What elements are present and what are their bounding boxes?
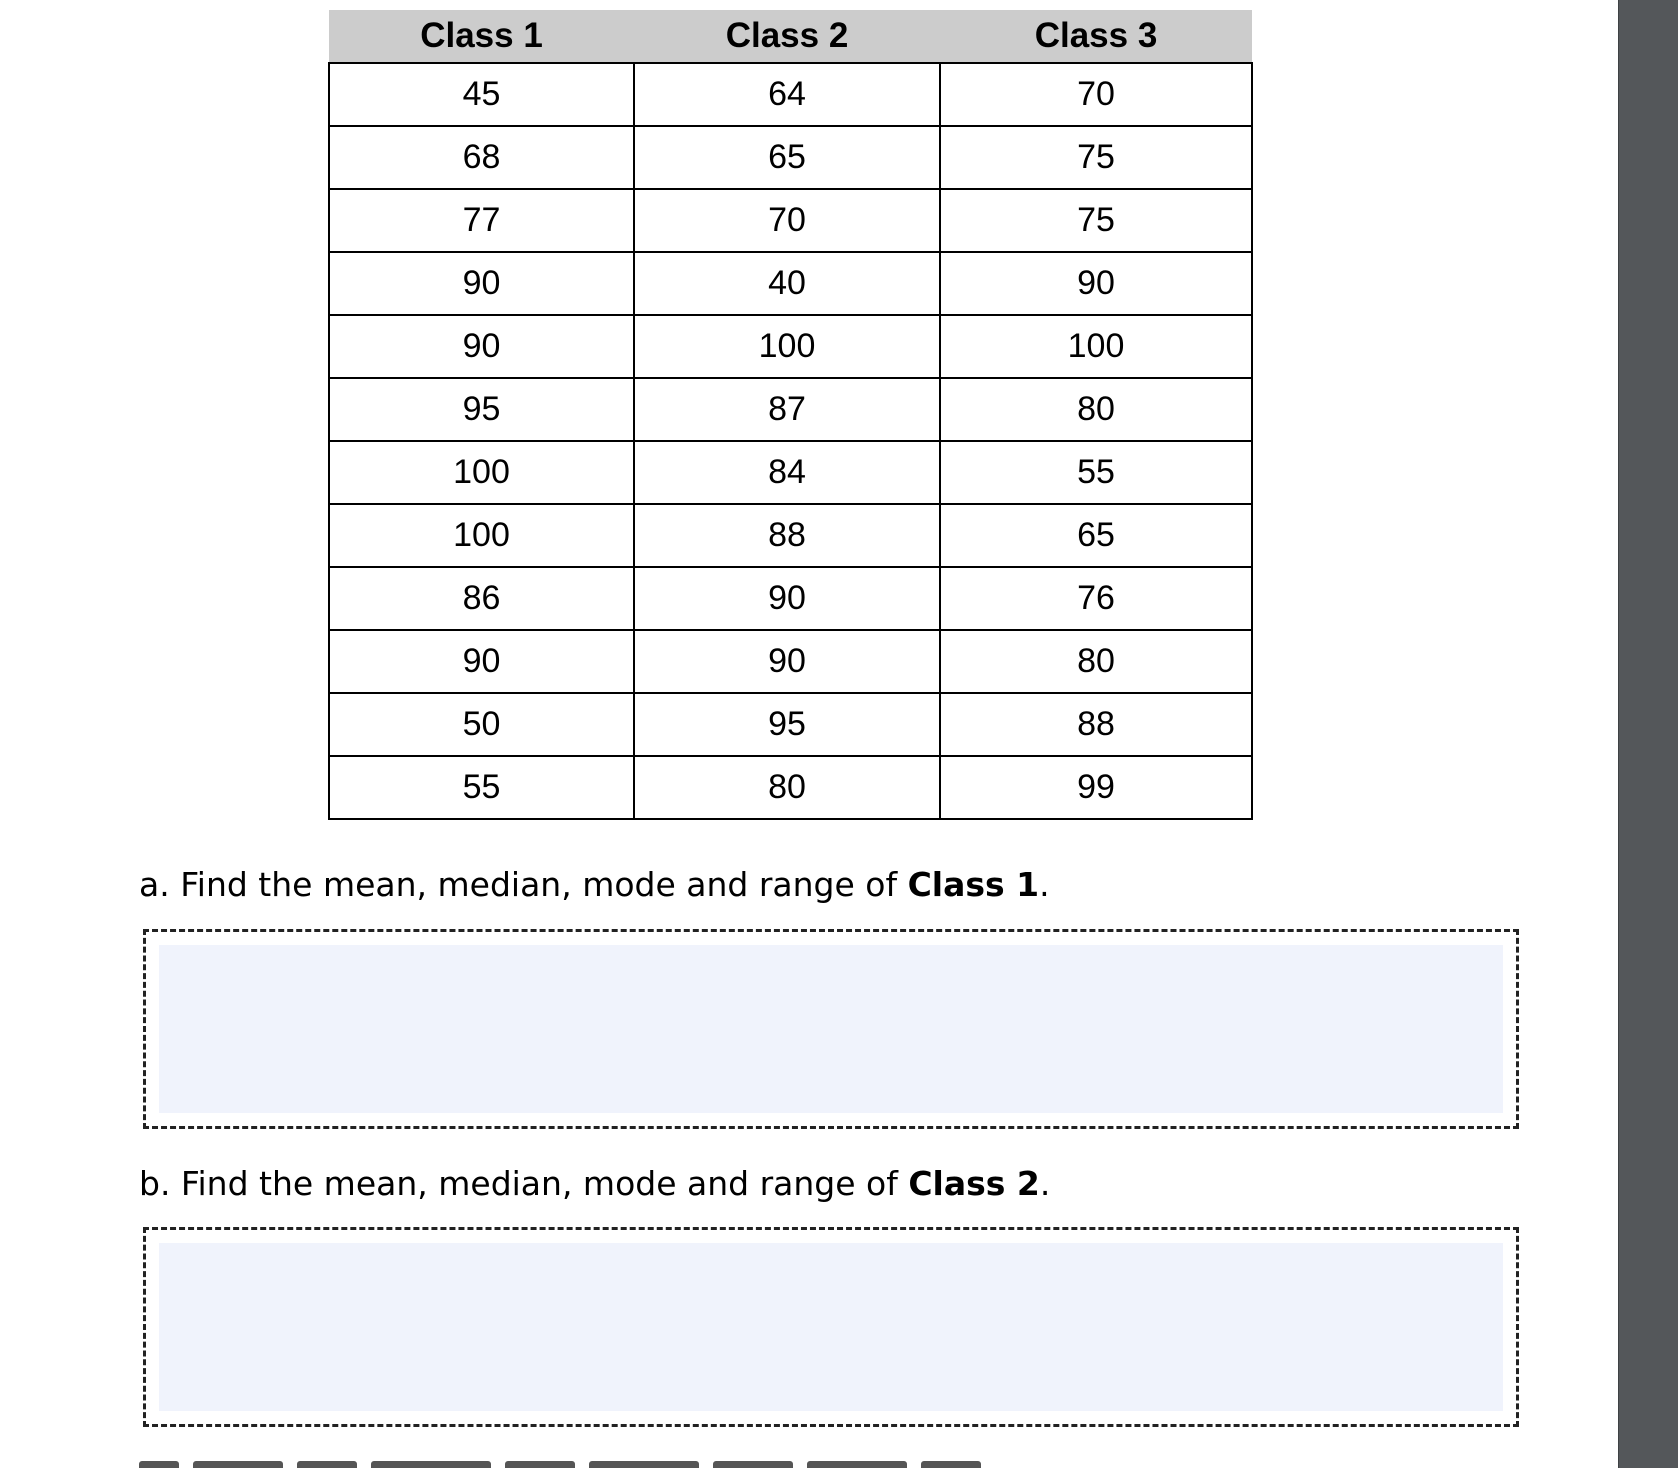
table-cell: 64 [634,63,940,126]
column-header-class-3: Class 3 [940,10,1252,63]
table-cell: 88 [940,693,1252,756]
table-cell: 90 [634,567,940,630]
table-cell: 40 [634,252,940,315]
table-row [329,630,1252,693]
cut-off-question-text [139,1458,1019,1468]
answer-field-a[interactable] [159,945,1503,1113]
table-cell: 55 [940,441,1252,504]
answer-field-b[interactable] [159,1243,1503,1411]
table-cell: 90 [940,252,1252,315]
table-row [329,378,1252,441]
table-cell: 88 [634,504,940,567]
question-b-text: b. Find the mean, median, mode and range of [139,1164,909,1203]
table-cell: 95 [329,378,634,441]
table-cell: 100 [634,315,940,378]
table-cell: 70 [940,63,1252,126]
table-row [329,693,1252,756]
scores-table [328,10,1253,820]
table-cell: 84 [634,441,940,504]
table-cell: 80 [940,378,1252,441]
question-b-period: . [1039,1164,1051,1203]
table-cell: 100 [940,315,1252,378]
question-b-class: Class 2 [908,1164,1040,1203]
table-cell: 45 [329,63,634,126]
answer-box-b[interactable] [143,1227,1519,1427]
question-a-text: a. Find the mean, median, mode and range of [139,865,908,904]
table-cell: 90 [329,252,634,315]
table-cell: 76 [940,567,1252,630]
table-cell: 80 [940,630,1252,693]
table-row [329,441,1252,504]
question-a-period: . [1039,865,1050,904]
table-row [329,567,1252,630]
table-header-row [329,10,1252,63]
question-b [139,1164,1050,1203]
table-row [329,189,1252,252]
answer-box-a[interactable] [143,929,1519,1129]
table-cell: 65 [940,504,1252,567]
table-cell: 50 [329,693,634,756]
column-header-class-2: Class 2 [634,10,940,63]
table-cell: 86 [329,567,634,630]
column-header-class-1: Class 1 [329,10,634,63]
table-row [329,315,1252,378]
table-cell: 90 [329,630,634,693]
table-cell: 70 [634,189,940,252]
table-row [329,252,1252,315]
table-cell: 90 [634,630,940,693]
question-a-class: Class 1 [907,865,1040,904]
table-cell: 99 [940,756,1252,819]
table-cell: 80 [634,756,940,819]
table-row [329,504,1252,567]
table-row [329,126,1252,189]
table-cell: 90 [329,315,634,378]
table-cell: 68 [329,126,634,189]
table-cell: 65 [634,126,940,189]
table-cell: 55 [329,756,634,819]
table-cell: 87 [634,378,940,441]
question-a [139,865,1050,904]
table-cell: 75 [940,126,1252,189]
table-cell: 100 [329,504,634,567]
table-cell: 75 [940,189,1252,252]
table-cell: 100 [329,441,634,504]
table-row [329,756,1252,819]
scrollbar-track[interactable] [1618,0,1678,1468]
table-cell: 77 [329,189,634,252]
table-cell: 95 [634,693,940,756]
table-row [329,63,1252,126]
